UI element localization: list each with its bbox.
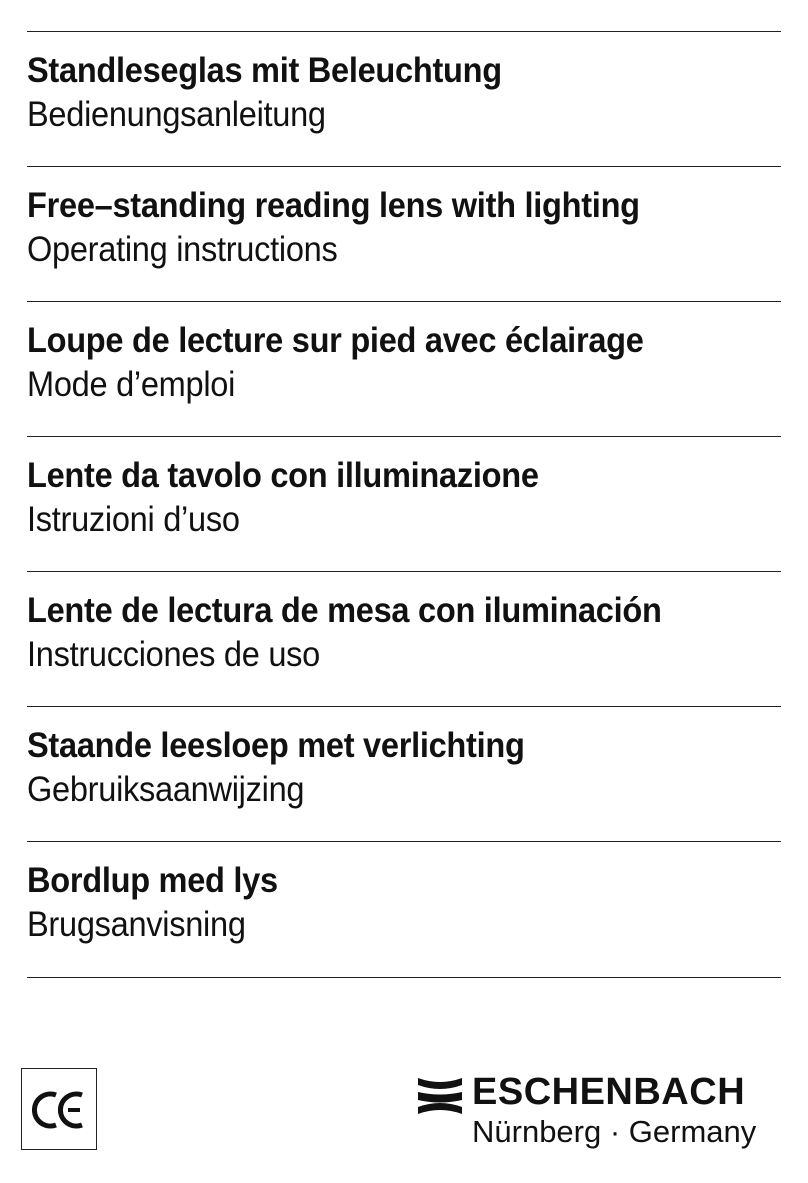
divider-line <box>27 571 781 572</box>
section-title: Staande leesloep met verlichting <box>27 726 525 765</box>
section-spanish <box>27 589 787 677</box>
ce-mark-icon <box>32 1087 88 1133</box>
section-italian <box>27 454 787 542</box>
section-title: Bordlup med lys <box>27 861 278 900</box>
section-title: Lente da tavolo con illuminazione <box>27 456 539 495</box>
section-subtitle: Mode d’emploi <box>27 365 236 404</box>
section-subtitle: Istruzioni d’uso <box>27 500 240 539</box>
section-french <box>27 319 787 407</box>
divider-line <box>27 31 781 32</box>
divider-line <box>27 436 781 437</box>
section-danish <box>27 859 787 947</box>
divider-line <box>27 301 781 302</box>
divider-line <box>27 166 781 167</box>
section-title: Lente de lectura de mesa con iluminación <box>27 591 662 630</box>
brand-name: ESCHENBACH <box>472 1071 746 1113</box>
section-title: Loupe de lecture sur pied avec éclairage <box>27 321 644 360</box>
section-subtitle: Operating instructions <box>27 230 338 269</box>
eschenbach-logo-icon <box>416 1075 464 1117</box>
section-title: Free–standing reading lens with lighting <box>27 186 640 225</box>
section-subtitle: Gebruiksaanwijzing <box>27 770 305 809</box>
ce-mark <box>21 1068 97 1150</box>
brand-logo <box>416 1068 796 1158</box>
section-english <box>27 184 787 272</box>
section-dutch <box>27 724 787 812</box>
section-german <box>27 49 787 137</box>
divider-line <box>27 841 781 842</box>
section-subtitle: Bedienungsanleitung <box>27 95 326 134</box>
section-title: Standleseglas mit Beleuchtung <box>27 51 502 90</box>
section-subtitle: Brugsanvisning <box>27 905 246 944</box>
section-subtitle: Instrucciones de uso <box>27 635 320 674</box>
divider-line <box>27 977 781 978</box>
brand-location: Nürnberg · Germany <box>472 1114 757 1149</box>
divider-line <box>27 706 781 707</box>
